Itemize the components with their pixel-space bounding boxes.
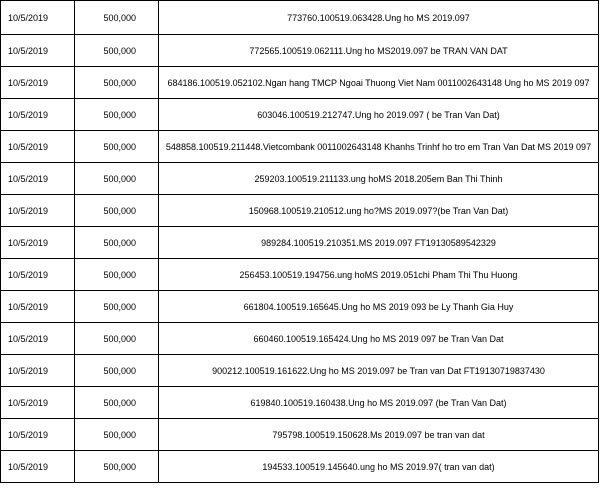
table-row: [1, 355, 599, 387]
table-row: [1, 419, 599, 451]
date-cell[interactable]: 10/5/2019: [1, 387, 75, 419]
amount-cell[interactable]: 500,000: [75, 131, 159, 163]
amount-cell[interactable]: 500,000: [75, 259, 159, 291]
amount-cell[interactable]: 500,000: [75, 99, 159, 131]
table-row: [1, 99, 599, 131]
date-cell[interactable]: 10/5/2019: [1, 323, 75, 355]
description-cell[interactable]: 619840.100519.160438.Ung ho MS 2019.097 (be Tran Van Dat): [159, 387, 599, 419]
date-cell[interactable]: 10/5/2019: [1, 131, 75, 163]
description-cell[interactable]: 603046.100519.212747.Ung ho 2019.097 ( be Tran Van Dat): [159, 99, 599, 131]
description-cell[interactable]: 256453.100519.194756.ung hoMS 2019.051chi Pham Thi Thu Huong: [159, 259, 599, 291]
table-row: [1, 291, 599, 323]
amount-cell[interactable]: 500,000: [75, 67, 159, 99]
date-cell[interactable]: 10/5/2019: [1, 259, 75, 291]
description-cell[interactable]: 660460.100519.165424.Ung ho MS 2019 097 be Tran Van Dat: [159, 323, 599, 355]
table-row: [1, 195, 599, 227]
description-cell[interactable]: 684186.100519.052102.Ngan hang TMCP Ngoai Thuong Viet Nam 0011002643148 Ung ho MS 2019 097: [159, 67, 599, 99]
table-row: [1, 131, 599, 163]
description-cell[interactable]: 772565.100519.062111.Ung ho MS2019.097 be TRAN VAN DAT: [159, 35, 599, 67]
amount-cell[interactable]: 500,000: [75, 451, 159, 483]
table-row: [1, 227, 599, 259]
amount-cell[interactable]: 500,000: [75, 35, 159, 67]
date-cell[interactable]: 10/5/2019: [1, 291, 75, 323]
table-row: [1, 163, 599, 195]
date-cell[interactable]: 10/5/2019: [1, 1, 75, 35]
date-cell[interactable]: 10/5/2019: [1, 163, 75, 195]
description-cell[interactable]: 795798.100519.150628.Ms 2019.097 be tran van dat: [159, 419, 599, 451]
amount-cell[interactable]: 500,000: [75, 323, 159, 355]
date-cell[interactable]: 10/5/2019: [1, 419, 75, 451]
description-cell[interactable]: 259203.100519.211133.ung hoMS 2018.205em Ban Thi Thinh: [159, 163, 599, 195]
amount-cell[interactable]: 500,000: [75, 387, 159, 419]
date-cell[interactable]: 10/5/2019: [1, 35, 75, 67]
table-row: [1, 1, 599, 35]
description-cell[interactable]: 661804.100519.165645.Ung ho MS 2019 093 be Ly Thanh Gia Huy: [159, 291, 599, 323]
transaction-table-body: [1, 1, 599, 483]
table-row: [1, 323, 599, 355]
description-cell[interactable]: 194533.100519.145640.ung ho MS 2019.97( tran van dat): [159, 451, 599, 483]
table-row: [1, 451, 599, 483]
date-cell[interactable]: 10/5/2019: [1, 67, 75, 99]
table-row: [1, 259, 599, 291]
amount-cell[interactable]: 500,000: [75, 355, 159, 387]
description-cell[interactable]: 773760.100519.063428.Ung ho MS 2019.097: [159, 1, 599, 35]
description-cell[interactable]: 900212.100519.161622.Ung ho MS 2019.097 be Tran van Dat FT19130719837430: [159, 355, 599, 387]
table-row: [1, 67, 599, 99]
amount-cell[interactable]: 500,000: [75, 419, 159, 451]
description-cell[interactable]: 548858.100519.211448.Vietcombank 0011002643148 Khanhs Trinhf ho tro em Tran Van Dat MS 2019 097: [159, 131, 599, 163]
date-cell[interactable]: 10/5/2019: [1, 195, 75, 227]
amount-cell[interactable]: 500,000: [75, 291, 159, 323]
description-cell[interactable]: 989284.100519.210351.MS 2019.097 FT19130589542329: [159, 227, 599, 259]
date-cell[interactable]: 10/5/2019: [1, 451, 75, 483]
description-cell[interactable]: 150968.100519.210512.ung ho?MS 2019.097?(be Tran Van Dat): [159, 195, 599, 227]
date-cell[interactable]: 10/5/2019: [1, 355, 75, 387]
amount-cell[interactable]: 500,000: [75, 1, 159, 35]
date-cell[interactable]: 10/5/2019: [1, 99, 75, 131]
table-row: [1, 35, 599, 67]
amount-cell[interactable]: 500,000: [75, 195, 159, 227]
date-cell[interactable]: 10/5/2019: [1, 227, 75, 259]
amount-cell[interactable]: 500,000: [75, 163, 159, 195]
table-row: [1, 387, 599, 419]
amount-cell[interactable]: 500,000: [75, 227, 159, 259]
